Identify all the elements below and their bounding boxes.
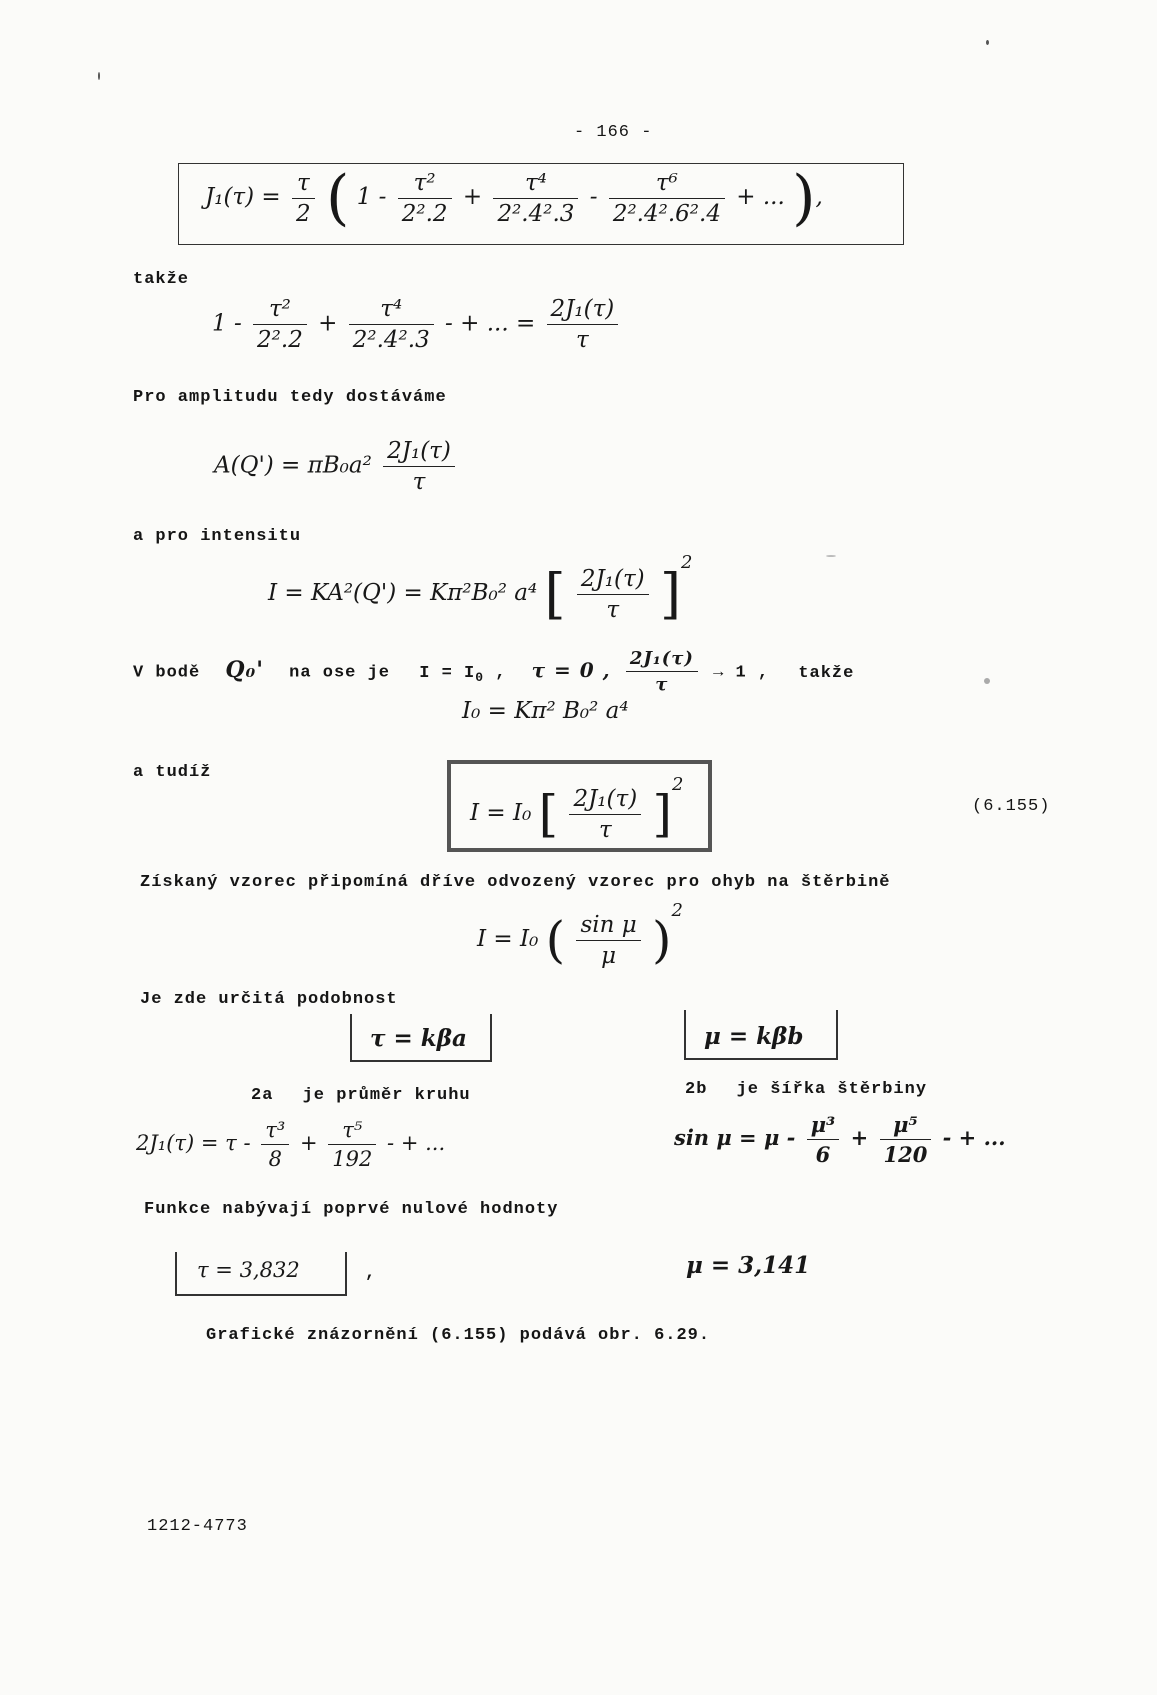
footer-code: 1212-4773 bbox=[147, 1517, 248, 1536]
slit-equation: I = I₀ ( $\frac{\text{sin μ}}{\mu}$ )$^2$ bbox=[477, 900, 683, 969]
text-slit: Získaný vzorec připomíná dříve odvozený vzorec pro ohyb na štěrbině bbox=[140, 873, 891, 892]
scan-speck bbox=[986, 40, 989, 45]
term2-fraction: $\frac{\text{τ⁴}}{\text{2².4².3}}$ bbox=[493, 170, 578, 227]
sin-series bbox=[674, 1112, 1006, 1167]
slit-lhs: I = I₀ bbox=[477, 926, 539, 952]
text-takze-2: takže bbox=[798, 663, 855, 683]
page-number: - 166 - bbox=[574, 123, 653, 142]
comma-zero: , bbox=[365, 1264, 377, 1283]
series-rhs: $\frac{\text{2J₁(τ)}}{\tau}$ bbox=[547, 296, 619, 353]
term1-fraction: $\frac{\text{τ²}}{\text{2².2}}$ bbox=[398, 170, 452, 227]
scan-speck bbox=[984, 678, 990, 684]
comma: , bbox=[495, 663, 507, 683]
intensity-lhs: I = KA²(Q') = Kπ²B₀² a⁴ bbox=[268, 580, 538, 606]
i-equals: I = I bbox=[419, 663, 476, 683]
diameter-caption bbox=[251, 1086, 471, 1105]
scan-speck bbox=[98, 72, 100, 80]
series-term1: $\frac{\text{τ²}}{\text{2².2}}$ bbox=[253, 296, 307, 353]
plus-sign: + bbox=[299, 1131, 318, 1155]
text-v-bode: V bodě bbox=[133, 663, 201, 683]
plus-sign: + bbox=[850, 1125, 869, 1150]
result-fraction: $\frac{\text{2J₁(τ)}}{\tau}$ bbox=[569, 786, 641, 843]
text-amplitude: Pro amplitudu tedy dostáváme bbox=[133, 388, 447, 407]
mu-zero: μ = 3,141 bbox=[686, 1252, 811, 1279]
minus-sign: - bbox=[589, 184, 598, 210]
axis-fraction: $\frac{\text{2J₁(τ)}}{\tau}$ bbox=[626, 648, 698, 695]
series-tail: - + ... bbox=[387, 1131, 446, 1155]
i-subscript: 0 bbox=[475, 669, 485, 685]
bessel-series-term2: $\frac{\text{τ⁵}}{192}$ bbox=[328, 1118, 376, 1171]
text-takze: takže bbox=[133, 270, 190, 289]
amplitude-lhs: A(Q') = πB₀a² bbox=[214, 452, 372, 479]
point-q0: Q₀' bbox=[225, 656, 264, 683]
series-tail: - + ... = bbox=[445, 310, 536, 337]
amplitude-equation bbox=[214, 438, 459, 495]
series-tail: + ... bbox=[736, 184, 785, 210]
slit-fraction: $\frac{\text{sin μ}}{\mu}$ bbox=[576, 912, 640, 969]
bessel-lhs: J₁(τ) = bbox=[205, 184, 281, 210]
arrow-one: → 1 , bbox=[713, 663, 770, 683]
intensity-power: 2 bbox=[681, 552, 693, 573]
tau-zero-eq: τ = 0 , bbox=[531, 657, 611, 682]
text-similarity: Je zde určitá podobnost bbox=[140, 990, 398, 1009]
equation-number: (6.155) bbox=[972, 797, 1051, 816]
prefix-fraction: $\frac{\tau}{2}$ bbox=[292, 170, 315, 227]
one-minus: 1 - bbox=[356, 184, 387, 210]
tau-zero: τ = 3,832 bbox=[197, 1258, 300, 1282]
result-power: 2 bbox=[672, 774, 684, 795]
sin-series-term1: $\frac{\text{μ³}}{6}$ bbox=[807, 1112, 840, 1167]
tau-definition: τ = kβa bbox=[370, 1025, 467, 1052]
bessel-series-lhs: 2J₁(τ) = τ - bbox=[136, 1131, 251, 1155]
label-2b: 2b bbox=[685, 1080, 708, 1099]
text-graphic: Grafické znázornění (6.155) podává obr. 6.29. bbox=[206, 1326, 711, 1345]
scan-speck bbox=[826, 555, 836, 557]
intensity-fraction: $\frac{\text{2J₁(τ)}}{\tau}$ bbox=[577, 566, 649, 623]
plus-sign: + bbox=[462, 184, 483, 210]
series-term2: $\frac{\text{τ⁴}}{\text{2².4².3}}$ bbox=[349, 296, 434, 353]
bessel-series bbox=[136, 1118, 445, 1171]
sin-series-term2: $\frac{\text{μ⁵}}{120}$ bbox=[880, 1112, 932, 1167]
one-minus: 1 - bbox=[212, 310, 242, 337]
text-diameter: je průměr kruhu bbox=[302, 1086, 471, 1105]
comma: , bbox=[815, 184, 823, 210]
series-equation bbox=[212, 296, 622, 353]
i0-equation: I₀ = Kπ² B₀² a⁴ bbox=[462, 698, 629, 724]
series-tail: - + ... bbox=[942, 1125, 1006, 1150]
amplitude-fraction: $\frac{\text{2J₁(τ)}}{\tau}$ bbox=[383, 438, 455, 495]
term3-fraction: $\frac{\text{τ⁶}}{\text{2².4².6².4}}$ bbox=[609, 170, 725, 227]
result-equation: I = I₀ [ $\frac{\text{2J₁(τ)}}{\tau}$ ]$^2$ bbox=[470, 774, 684, 843]
intensity-equation: I = KA²(Q') = Kπ²B₀² a⁴ [ $\frac{\text{2J₁(τ)}}{\tau}$ ]$^2$ bbox=[268, 552, 693, 626]
axis-line bbox=[133, 648, 854, 695]
text-zero: Funkce nabývají poprvé nulové hodnoty bbox=[144, 1200, 559, 1219]
width-caption bbox=[685, 1080, 927, 1099]
slit-power: 2 bbox=[671, 900, 683, 921]
sin-series-lhs: sin μ = μ - bbox=[674, 1125, 796, 1150]
plus-sign: + bbox=[318, 310, 338, 337]
mu-definition: μ = kβb bbox=[704, 1023, 804, 1050]
text-intensity: a pro intensitu bbox=[133, 527, 302, 546]
result-lhs: I = I₀ bbox=[470, 800, 532, 826]
label-2a: 2a bbox=[251, 1086, 274, 1105]
text-width: je šířka štěrbiny bbox=[736, 1080, 928, 1099]
bessel-series-term1: $\frac{\text{τ³}}{8}$ bbox=[261, 1118, 289, 1171]
text-na-ose: na ose je bbox=[289, 663, 390, 683]
text-tudiz: a tudíž bbox=[133, 763, 212, 782]
bessel-expansion-formula: J₁(τ) = $\frac{\tau}{2}$ ( 1 - $\frac{\text{τ²}}{\text{2².2}}$ + $\frac{\text{τ⁴}}{\text{2².4².3}}$ - $\frac{\text{τ⁶}}{\text{2².4².6².4}}$ + ... ), bbox=[205, 163, 823, 233]
